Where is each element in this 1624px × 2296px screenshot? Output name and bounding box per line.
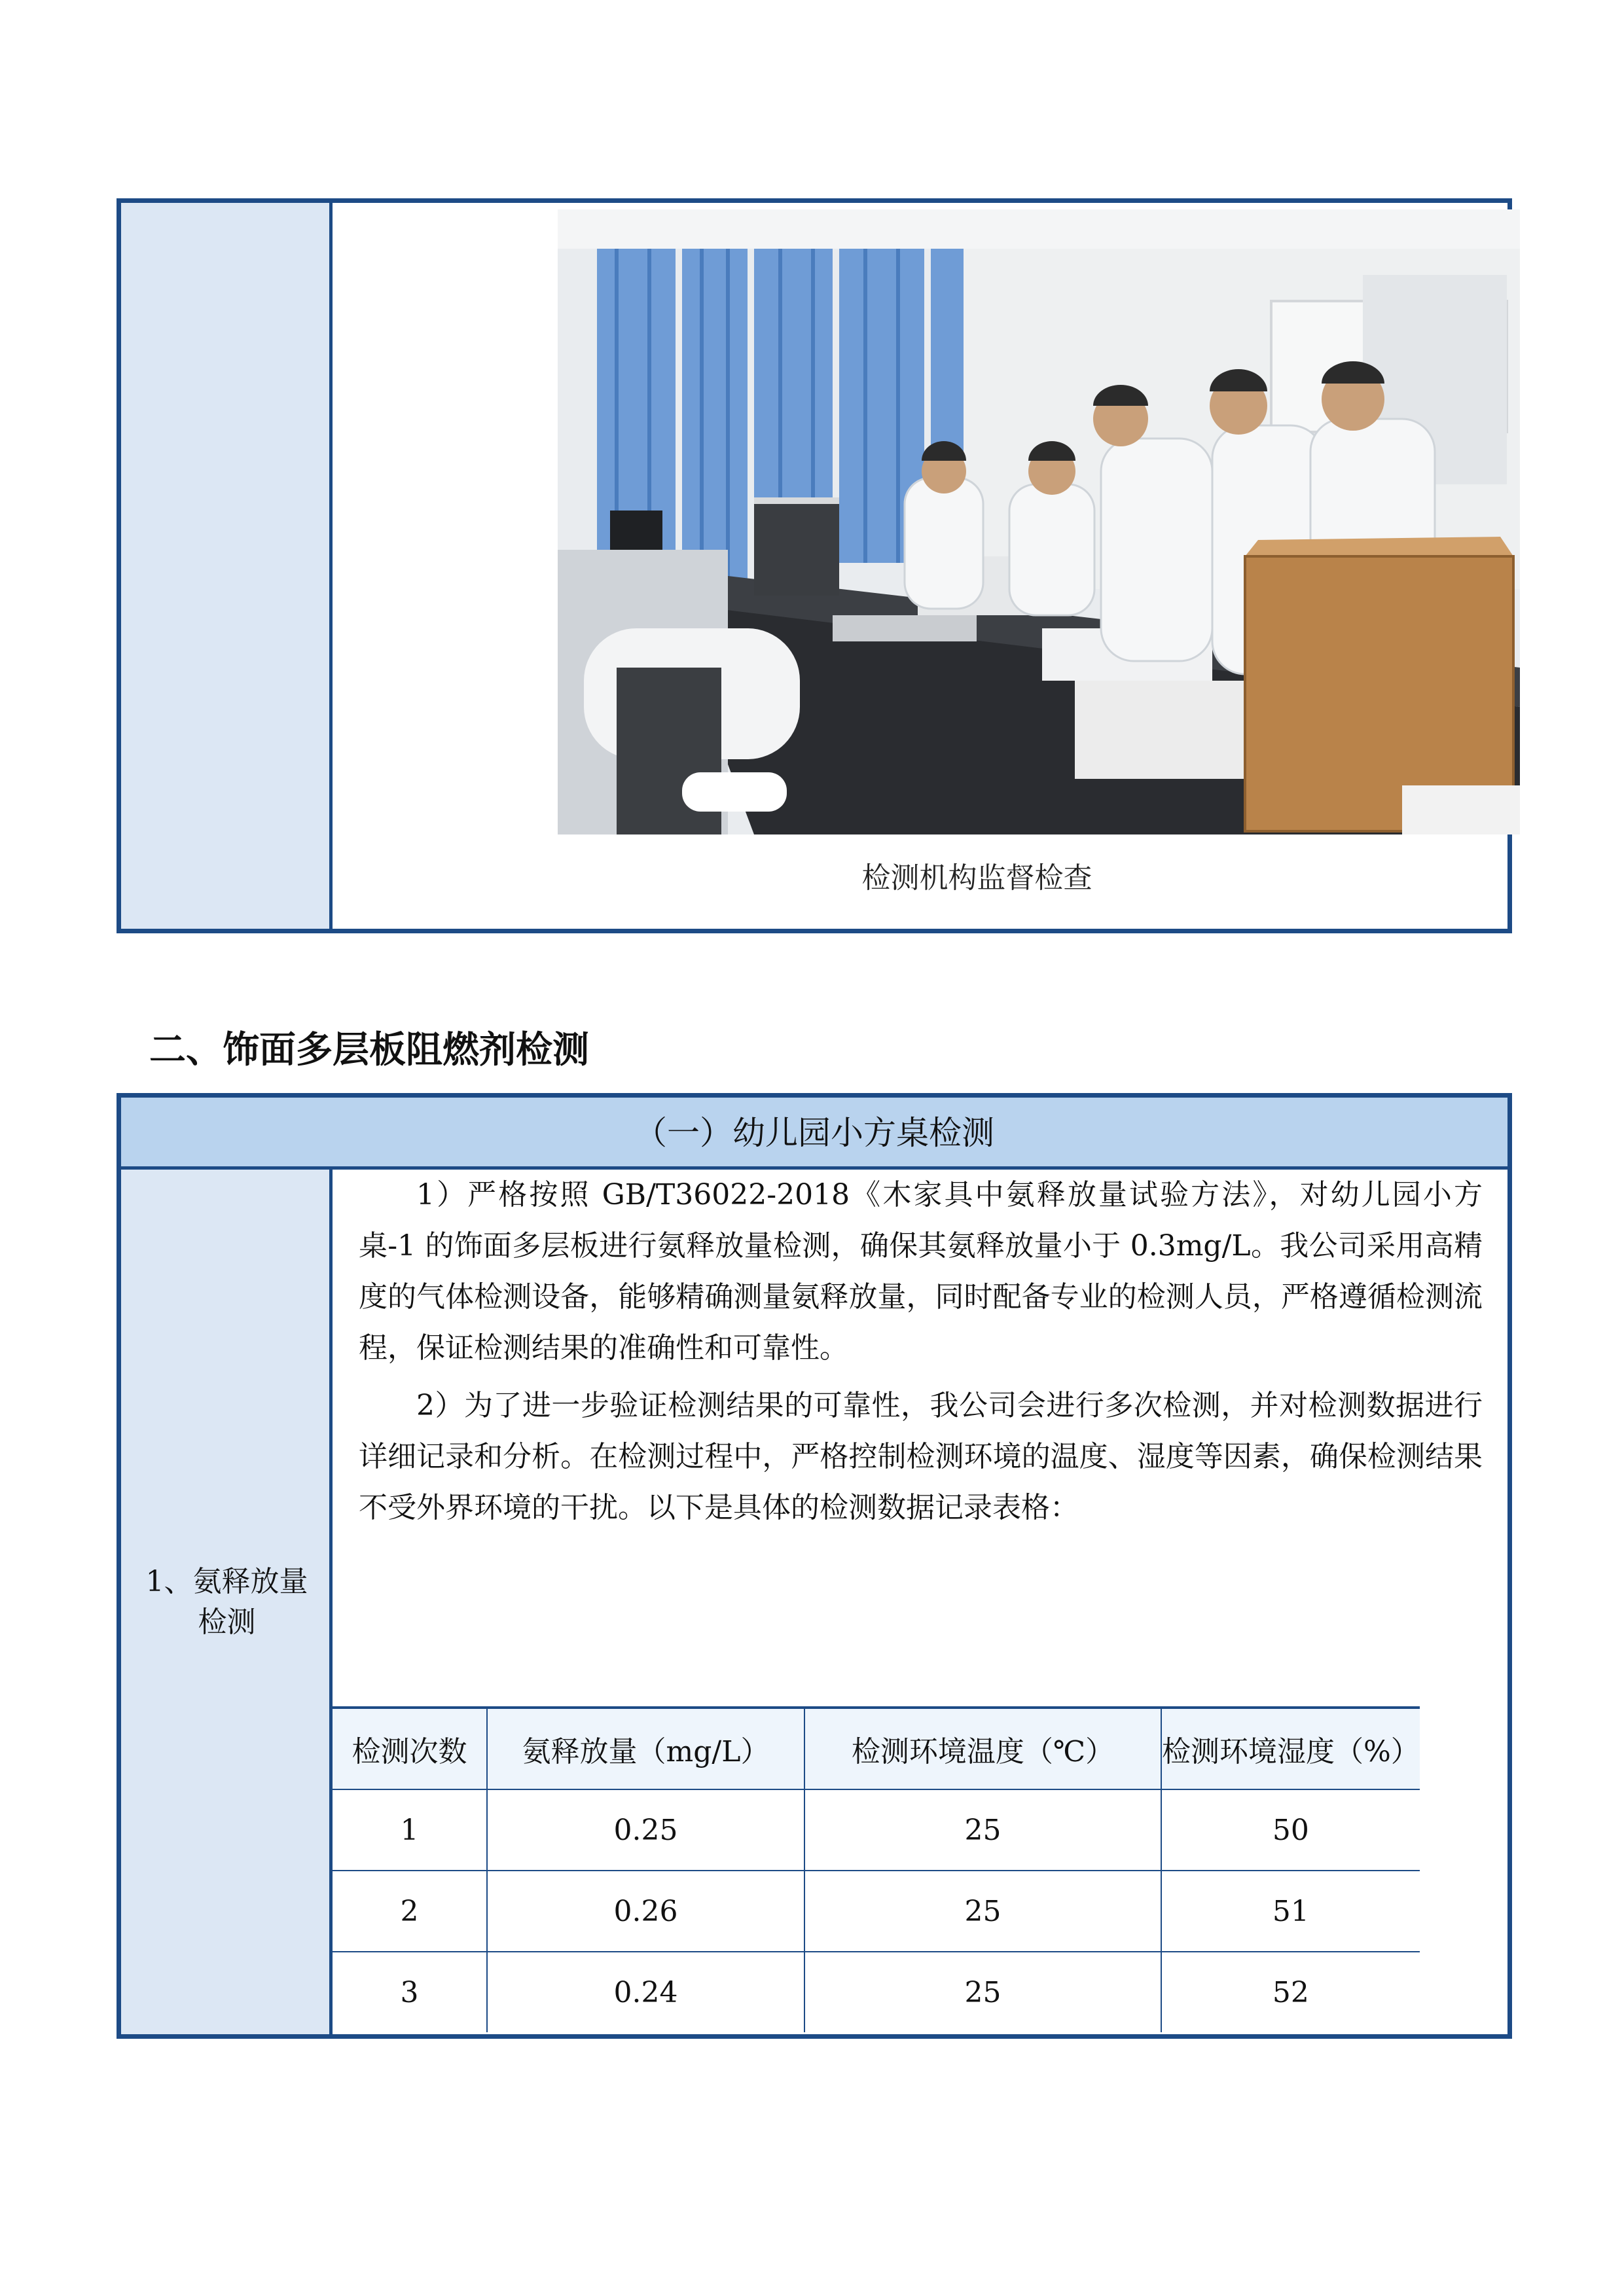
cell-humidity: 51 xyxy=(1161,1871,1420,1952)
table-row xyxy=(333,1871,1420,1952)
table-row xyxy=(333,1789,1420,1871)
table-header-row xyxy=(333,1708,1420,1789)
cell-count: 1 xyxy=(333,1789,487,1871)
figure-panel xyxy=(117,198,1512,933)
subsection-title: （一）幼儿园小方桌检测 xyxy=(121,1098,1507,1170)
cell-humidity: 52 xyxy=(1161,1952,1420,2032)
cell-ammonia: 0.24 xyxy=(487,1952,804,2032)
header-temperature: 检测环境温度（℃） xyxy=(804,1708,1161,1789)
cell-temperature: 25 xyxy=(804,1789,1161,1871)
cell-ammonia: 0.25 xyxy=(487,1789,804,1871)
figure-side-column xyxy=(121,203,333,929)
table-row xyxy=(333,1952,1420,2032)
lab-inspection-photo xyxy=(558,209,1520,834)
cell-count: 2 xyxy=(333,1871,487,1952)
ammonia-data-table xyxy=(333,1706,1420,2032)
cell-humidity: 50 xyxy=(1161,1789,1420,1871)
cell-count: 3 xyxy=(333,1952,487,2032)
paragraph-1: 1）严格按照 GB/T36022-2018《木家具中氨释放量试验方法》，对幼儿园小方桌-1 的饰面多层板进行氨释放量检测，确保其氨释放量小于 0.3mg/L。我公司采用高精度的气体检测设备，能够精确测量氨释放量，同时配备专业的检测人员，严格遵循检测流程，保证检测结果的准确性和可靠性。 xyxy=(359,1178,1483,1365)
header-count: 检测次数 xyxy=(333,1708,487,1789)
cell-temperature: 25 xyxy=(804,1871,1161,1952)
figure-caption: 检测机构监督检查 xyxy=(861,861,1092,895)
paragraph-2: 2）为了进一步验证检测结果的可靠性，我公司会进行多次检测，并对检测数据进行详细记录和分析。在检测过程中，严格控制检测环境的温度、湿度等因素，确保检测结果不受外界环境的干扰。以下是具体的检测数据记录表格： xyxy=(359,1389,1483,1524)
header-ammonia: 氨释放量（mg/L） xyxy=(487,1708,804,1789)
row-content xyxy=(333,1170,1507,1534)
cell-ammonia: 0.26 xyxy=(487,1871,804,1952)
row-label: 1、氨释放量检测 xyxy=(145,1564,308,1639)
section-heading: 二、饰面多层板阻燃剂检测 xyxy=(149,1029,589,1071)
inspection-table xyxy=(117,1093,1512,2039)
cell-temperature: 25 xyxy=(804,1952,1161,2032)
header-humidity: 检测环境湿度（%） xyxy=(1161,1708,1420,1789)
